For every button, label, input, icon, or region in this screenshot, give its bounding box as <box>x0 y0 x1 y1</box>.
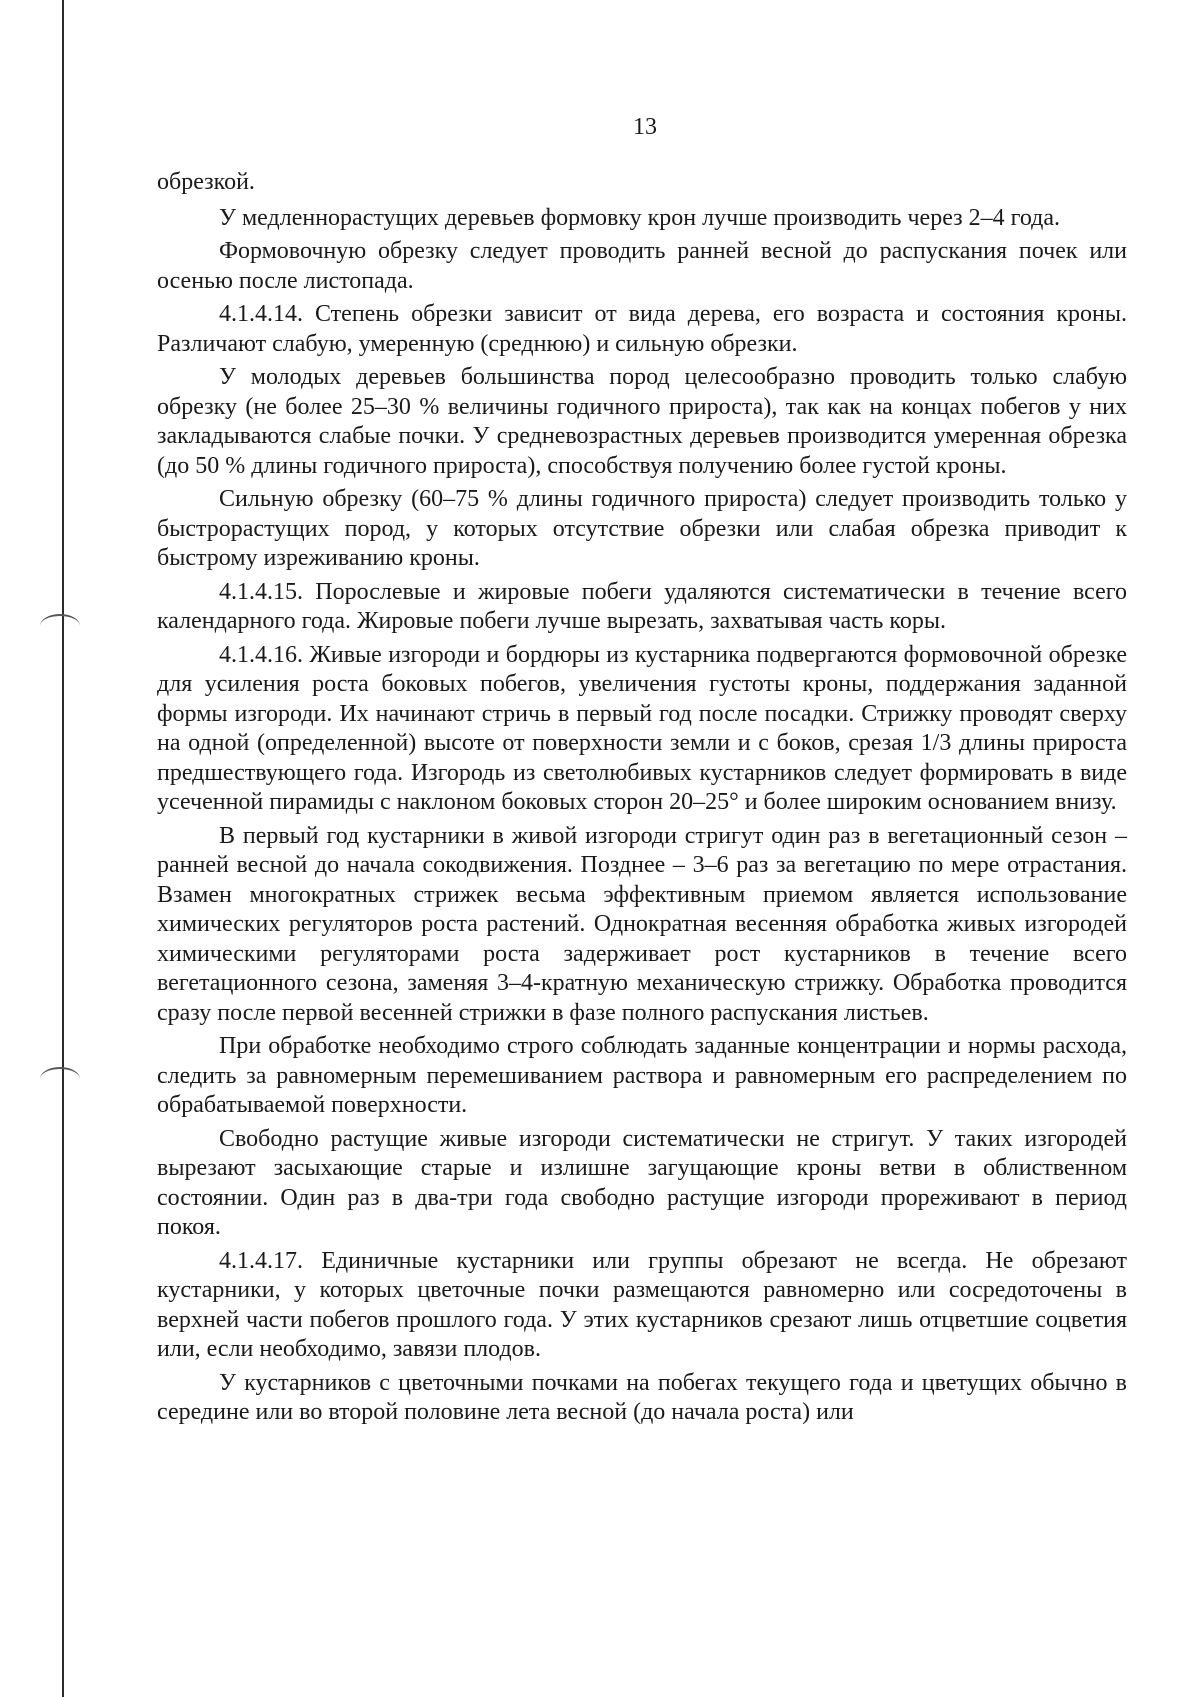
paragraph: Свободно растущие живые изгороди систематически не стригут. У таких изгородей вырезают засыхающие старые и излишне загущающие кроны ветви в облиственном состоянии. Один раз в два-три года свободно растущие изгороди прореживают в период покоя. <box>157 1125 1127 1240</box>
punch-hole-mark <box>40 1067 80 1091</box>
paragraph: обрезкой. <box>157 169 255 195</box>
paragraph: Сильную обрезку (60–75 % длины годичного прироста) следует производить только у быстрорастущих пород, у которых отсутствие обрезки или слабая обрезка приводит к быстрому изреживанию кроны. <box>157 486 1127 571</box>
page-body <box>157 168 1127 1432</box>
paragraph: У медленнорастущих деревьев формовку крон лучше производить через 2–4 года. <box>219 204 1061 231</box>
punch-hole-mark <box>40 614 80 638</box>
paragraph: Формовочную обрезку следует проводить ранней весной до распускания почек или осенью после листопада. <box>157 238 1127 294</box>
paragraph: 4.1.4.15. Порослевые и жировые побеги удаляются систематически в течение всего календарного года. Жировые побеги лучше вырезать, захватывая часть коры. <box>157 578 1127 634</box>
paragraph: 4.1.4.17. Единичные кустарники или группы обрезают не всегда. Не обрезают кустарники, у которых цветочные почки размещаются равномерно или сосредоточены в верхней части побегов прошлого года. У этих кустарников срезают лишь отцветшие соцветия или, если необходимо, завязи плодов. <box>157 1247 1127 1362</box>
paragraph: 4.1.4.14. Степень обрезки зависит от вида дерева, его возраста и состояния кроны. Различают слабую, умеренную (среднюю) и сильную обрезки. <box>157 301 1127 357</box>
paragraph: У кустарников с цветочными почками на побегах текущего года и цветущих обычно в середине или во второй половине лета весной (до начала роста) или <box>157 1369 1127 1425</box>
paragraph: При обработке необходимо строго соблюдать заданные концентрации и нормы расхода, следить за равномерным перемешиванием раствора и равномерным его распределением по обрабатываемой поверхности. <box>157 1033 1127 1118</box>
paragraph: У молодых деревьев большинства пород целесообразно проводить только слабую обрезку (не более 25–30 % величины годичного прироста), так как на концах побегов у них закладываются слабые почки. У средневозрастных деревьев производится умеренная обрезка (до 50 % длины годичного прироста), способствуя получению более густой кроны. <box>157 364 1127 479</box>
paragraph: В первый год кустарники в живой изгороди стригут один раз в вегетационный сезон – ранней весной до начала сокодвижения. Позднее – 3–6 раз за вегетацию по мере отрастания. Взамен многократных стрижек весьма эффективным приемом является использование химических регуляторов роста растений. Однократная весенняя обработка живых изгородей химическими регуляторами роста задерживает рост кустарников в течение всего вегетационного сезона, заменяя 3–4-кратную механическую стрижку. Обработка проводится сразу после первой весенней стрижки в фазе полного распускания листьев. <box>157 822 1127 1026</box>
paragraph: 4.1.4.16. Живые изгороди и бордюры из кустарника подвергаются формовочной обрезке для усиления роста боковых побегов, увеличения густоты кроны, поддержания заданной формы изгороди. Их начинают стричь в первый год после посадки. Стрижку проводят сверху на одной (определенной) высоте от поверхности земли и с боков, срезая 1/3 длины прироста предшествующего года. Изгородь из светолюбивых кустарников следует формировать в виде усеченной пирамиды с наклоном боковых сторон 20–25° и более широким основанием внизу. <box>157 641 1127 815</box>
binding-edge-line <box>62 0 64 1697</box>
page-number: 13 <box>633 114 657 140</box>
